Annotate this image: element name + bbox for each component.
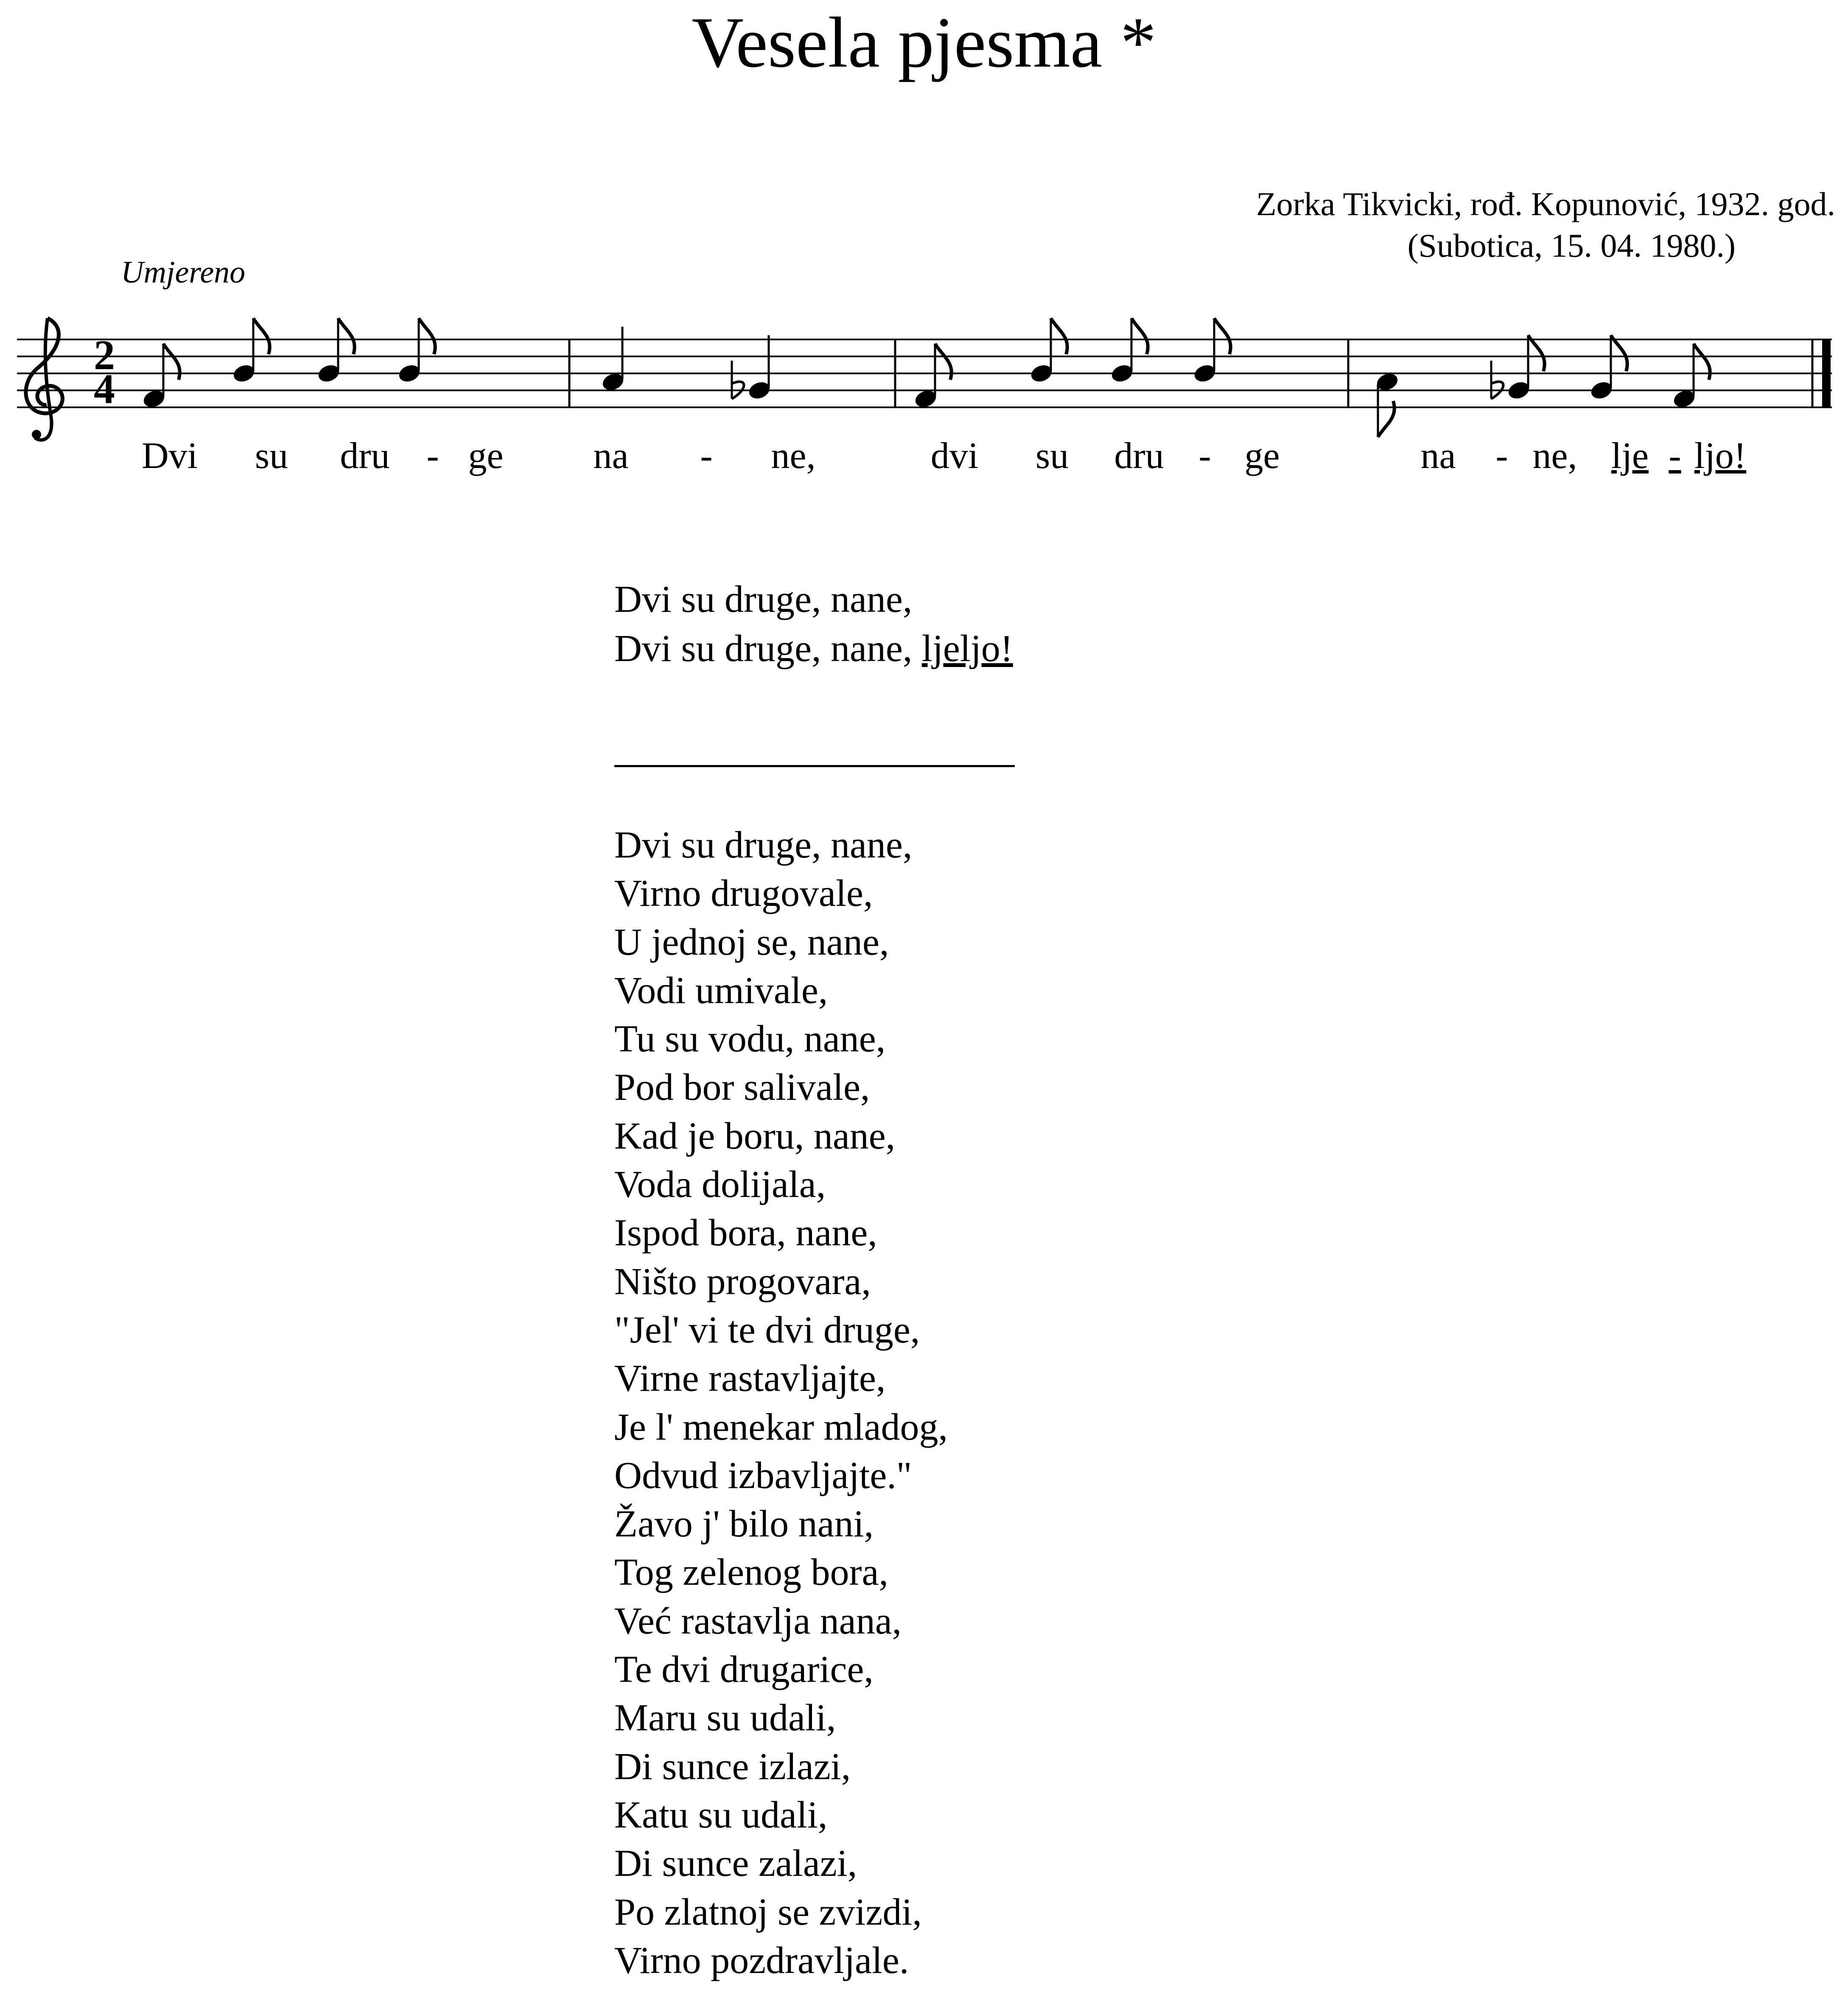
verse-line: Virno pozdravljale. xyxy=(614,1939,909,1982)
note-c5 xyxy=(1109,318,1148,384)
refrain-line-2-underlined: ljeljo! xyxy=(921,628,1013,670)
refrain-line-2-text: Dvi su druge, nane, xyxy=(614,628,922,670)
note-c5 xyxy=(397,318,435,384)
verse-line: Odvud izbavljajte." xyxy=(614,1454,912,1497)
verse-line: Te dvi drugarice, xyxy=(614,1648,874,1691)
verses-block xyxy=(614,821,948,1985)
verse-line: Di sunce izlazi, xyxy=(614,1745,851,1788)
lyric-syllable: dru xyxy=(340,435,390,476)
verse-line: Dvi su druge, nane, xyxy=(614,824,913,866)
verse-line: Već rastavlja nana, xyxy=(614,1600,902,1642)
refrain-line-1: Dvi su druge, nane, xyxy=(614,578,913,620)
note-ab4 xyxy=(732,335,772,401)
verse-line: "Jel' vi te dvi druge, xyxy=(614,1309,920,1351)
lyric-syllable: na xyxy=(593,435,629,476)
note-g4 xyxy=(141,344,180,410)
verse-line: Tu su vodu, nane, xyxy=(614,1018,886,1060)
verse-line: Vodi umivale, xyxy=(614,969,828,1012)
lyric-syllable: na xyxy=(1420,435,1456,476)
verse-line: Voda dolijala, xyxy=(614,1163,826,1206)
tempo-marking: Umjereno xyxy=(121,255,246,290)
verse-line: Virno drugovale, xyxy=(614,872,873,915)
lyric-hyphen: - xyxy=(426,435,439,476)
treble-clef-icon xyxy=(26,318,62,440)
lyric-syllable: ne, xyxy=(1532,435,1577,476)
note-g4 xyxy=(1672,344,1710,410)
lyric-syllable: dvi xyxy=(930,435,979,476)
verse-line: Tog zelenog bora, xyxy=(614,1551,888,1594)
flat-accidental xyxy=(1491,361,1504,399)
lyric-hyphen: - xyxy=(700,435,713,476)
time-signature-bottom: 4 xyxy=(94,365,115,412)
lyric-syllable: su xyxy=(255,435,288,476)
lyric-syllable: ljo! xyxy=(1694,435,1747,476)
lyric-syllable: ge xyxy=(468,435,504,476)
verse-line: Maru su udali, xyxy=(614,1697,836,1739)
verse-line: Pod bor salivale, xyxy=(614,1066,870,1109)
lyric-syllable: Dvi xyxy=(142,435,198,476)
time-signature-top: 2 xyxy=(94,331,115,378)
lyric-hyphen: - xyxy=(1495,435,1508,476)
verse-line: Katu su udali, xyxy=(614,1794,828,1836)
note-ab4 xyxy=(1491,335,1545,401)
verse-line: Ispod bora, nane, xyxy=(614,1212,877,1254)
attribution-author: Zorka Tikvicki, rođ. Kopunović, 1932. god. xyxy=(1256,185,1835,222)
lyric-syllable: ge xyxy=(1244,435,1280,476)
note-b4 xyxy=(1375,371,1400,437)
verse-line: Žavo j' bilo nani, xyxy=(614,1503,874,1545)
music-staff xyxy=(0,0,1848,467)
attribution-place-date: (Subotica, 15. 04. 1980.) xyxy=(1407,227,1736,264)
separator-rule xyxy=(614,765,1015,767)
refrain-line-2 xyxy=(614,624,1013,673)
verse-line: U jednoj se, nane, xyxy=(614,921,889,963)
verse-line: Je l' menekar mladog, xyxy=(614,1406,948,1448)
note-c5 xyxy=(231,318,270,384)
verse-line: Kad je boru, nane, xyxy=(614,1115,896,1157)
time-signature xyxy=(94,331,115,412)
flat-accidental xyxy=(732,361,744,399)
verse-line: Virne rastavljajte, xyxy=(614,1357,886,1400)
verse-line: Di sunce zalazi, xyxy=(614,1842,857,1885)
lyric-hyphen: - xyxy=(1669,435,1681,476)
note-g4 xyxy=(913,344,952,410)
lyric-hyphen: - xyxy=(1198,435,1211,476)
note-a4 xyxy=(1589,335,1627,401)
lyric-syllable: su xyxy=(1035,435,1069,476)
note-c5 xyxy=(1192,318,1231,384)
lyric-syllable: ne, xyxy=(771,435,816,476)
note-b4 xyxy=(600,327,626,393)
song-title: Vesela pjesma * xyxy=(692,3,1156,82)
lyric-syllable: lje xyxy=(1611,435,1649,476)
verse-line: Ništo progovara, xyxy=(614,1260,871,1303)
verse-line: Po zlatnoj se zvizdi, xyxy=(614,1891,922,1933)
notes xyxy=(141,318,1710,437)
lyric-syllable: dru xyxy=(1114,435,1164,476)
note-c5 xyxy=(316,318,355,384)
note-c5 xyxy=(1029,318,1067,384)
refrain-block xyxy=(614,575,1013,673)
